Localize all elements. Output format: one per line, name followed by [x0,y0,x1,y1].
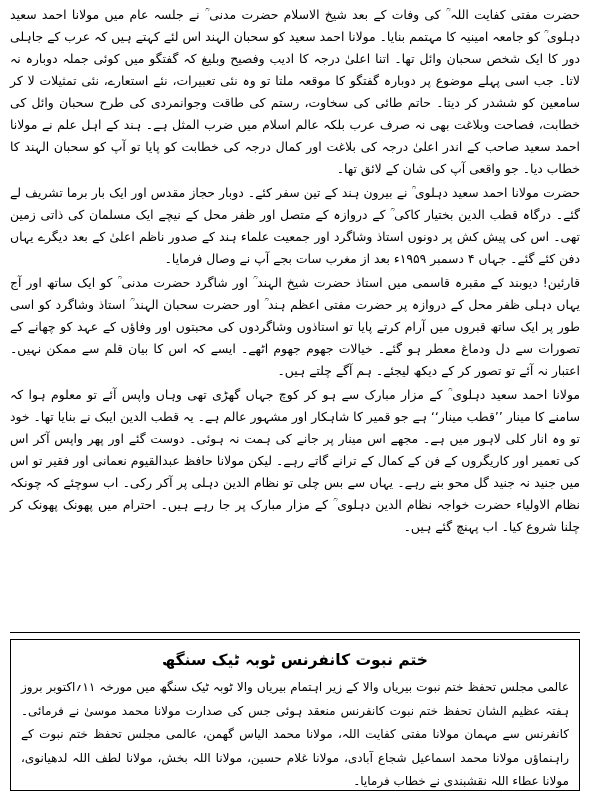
paragraph-travels-burial: حضرت مولانا احمد سعید دہلوی ؒ نے بیرون ہند کے تین سفر کئے۔ دوبار حجاز مقدس اور ایک بار برما تشریف لے گئے۔ درگاہ قطب الدین بختیار کاکی ؒ کے دروازہ کے متصل اور ظفر محل کے نیچے ایک مسلمان کی ذاتی زمین تھی۔ اس کی پیش کش پر دونوں استاذ وشاگرد اور جمعیت علماء ہند کے صدور ناظم اعلیٰ کے بعد دیگرے یہاں دفن کئے گئے۔ جہاں ۴ دسمبر ۱۹۵۹ء بعد از مغرب سات بجے آپ نے وصال فرمایا۔ [10,185,580,266]
article-body [10,4,580,540]
paragraph-mufti-kifayatullah: حضرت مفتی کفایت اللہ ؒ کی وفات کے بعد شیخ الاسلام حضرت مدنی ؒ نے جلسہ عام میں مولانا احمد سعید دہلوی ؒ کو جامعہ امینیہ کا مہتمم بنایا۔ مولانا احمد سعید کو سحبان الہند اس لئے کہتے ہیں کہ عرب کے جاہلی دور کا ایک شخص سحبان وائل تھا۔ اتنا اعلیٰ درجہ کا ادیب وفصیح وبلیغ کہ گفتگو میں کوئی جملہ دوبارہ نہ لاتا۔ جب اسی پہلے موضوع پر دوبارہ گفتگو کا موقعہ ملتا تو وہ نئی تعبیرات، نئے استعارے، نئی تمثیلات لا کر سامعین کو ششدر کر دیتا۔ حاتم طائی کی سخاوت، رستم کی طاقت وجوانمردی کی طرح سحبان وائل کی خطابت، فصاحت وبلاغت بھی نہ صرف عرب بلکہ عالم اسلام میں ضرب المثل ہے۔ ہند کے اہل علم نے مولانا احمد سعید صاحب کے اندر اعلیٰ درجہ کی بلاغت اور کمال درجہ کی خطابت کو پایا تو آپ کو سحبان الہند کا خطاب دیا۔ جو واقعی آپ کی شان کے لائق تھا۔ [10,7,580,176]
paragraph-qutb-minar: مولانا احمد سعید دہلوی ؒ کے مزار مبارک سے ہو کر کوچ جہاں گھڑی تھی وہاں واپس آئے تو معلوم ہوا کہ سامنے کا مینار ’’قطب مینار‘‘ ہے جو قمیر کا شاہکار اور مشہور عالم ہے۔ یہ قطب الدین ایبک نے بنایا تھا۔ خود تو وہ انار کلی لاہور میں ہے۔ مجھے اس مینار پر جانے کی ہمت نہ ہوئی۔ دوست گئے اور پھر واپس آکر اس کی تعمیر اور کاریگروں کے فن کے کمال کے ترانے گاتے رہے۔ لیکن مولانا حافظ عبدالقیوم نعمانی اور فقیر تو اس میں جنید نہ جنید گل محو بنے رہے۔ یہاں سے بس چلی تو نظام الدین دہلی پر آکر رکی۔ اب سوچئے کہ چونکہ نظام الاولیاء حضرت خواجہ نظام الدین دہلوی ؒ کے مزار مبارک پر جا رہے ہیں۔ احترام میں پھونک پھونک کر چلنا شروع کیا۔ اب پہنچ گئے ہیں۔ [10,387,580,534]
notice-body: عالمی مجلس تحفظ ختم نبوت بیریاں والا کے زیر اہتمام بیریاں والا ٹوبہ ٹیک سنگھ میں مورخہ ۱۱؍اکتوبر بروز ہفتہ عظیم الشان تحفظ ختم نبوت کانفرنس منعقد ہوئی جس کی صدارت مولانا محمد موسیٰ نے فرمائی۔ کانفرنس سے مہمان مولانا مفتی کفایت اللہ، مولانا محمد الیاس گھمن، عالمی مجلس تحفظ ختم نبوت کے راہنماؤں مولانا محمد اسماعیل شجاع آبادی، مولانا غلام حسین، مولانا اللہ بخش، مولانا لطف اللہ لدھیانوی، مولانا عطاء اللہ نقشبندی نے خطاب فرمایا۔ [21,680,569,788]
paragraph-qariin: قارئین! دیوبند کے مقبرہ قاسمی میں استاذ حضرت شیخ الہند ؒ اور شاگرد حضرت مدنی ؒ کو ایک ساتھ اور آج یہاں دہلی ظفر محل کے دروازہ پر حضرت مفتی اعظم ہند ؒ اور حضرت سحبان الہند ؒ استاذ وشاگرد کو اسی طور پر ایک ساتھ قبروں میں آرام کرتے پایا تو استاذوں وشاگردوں کی محبتوں اور وفاؤں کے عہد کو چھانے کے تصورات سے دل ودماغ معطر ہو گئے۔ خیالات جھوم جھوم اٹھے۔ ایسے کہ اس کا بیان قلم سے ممکن نہیں۔ اعتبار نہ آئے تو تصور کر کے دیکھ لیجئے۔ ہم آگے چلتے ہیں۔ [10,275,580,378]
section-divider [10,632,580,633]
notice-box [10,639,580,791]
notice-title: ختم نبوت کانفرنس ٹوبہ ٹیک سنگھ [162,651,428,669]
